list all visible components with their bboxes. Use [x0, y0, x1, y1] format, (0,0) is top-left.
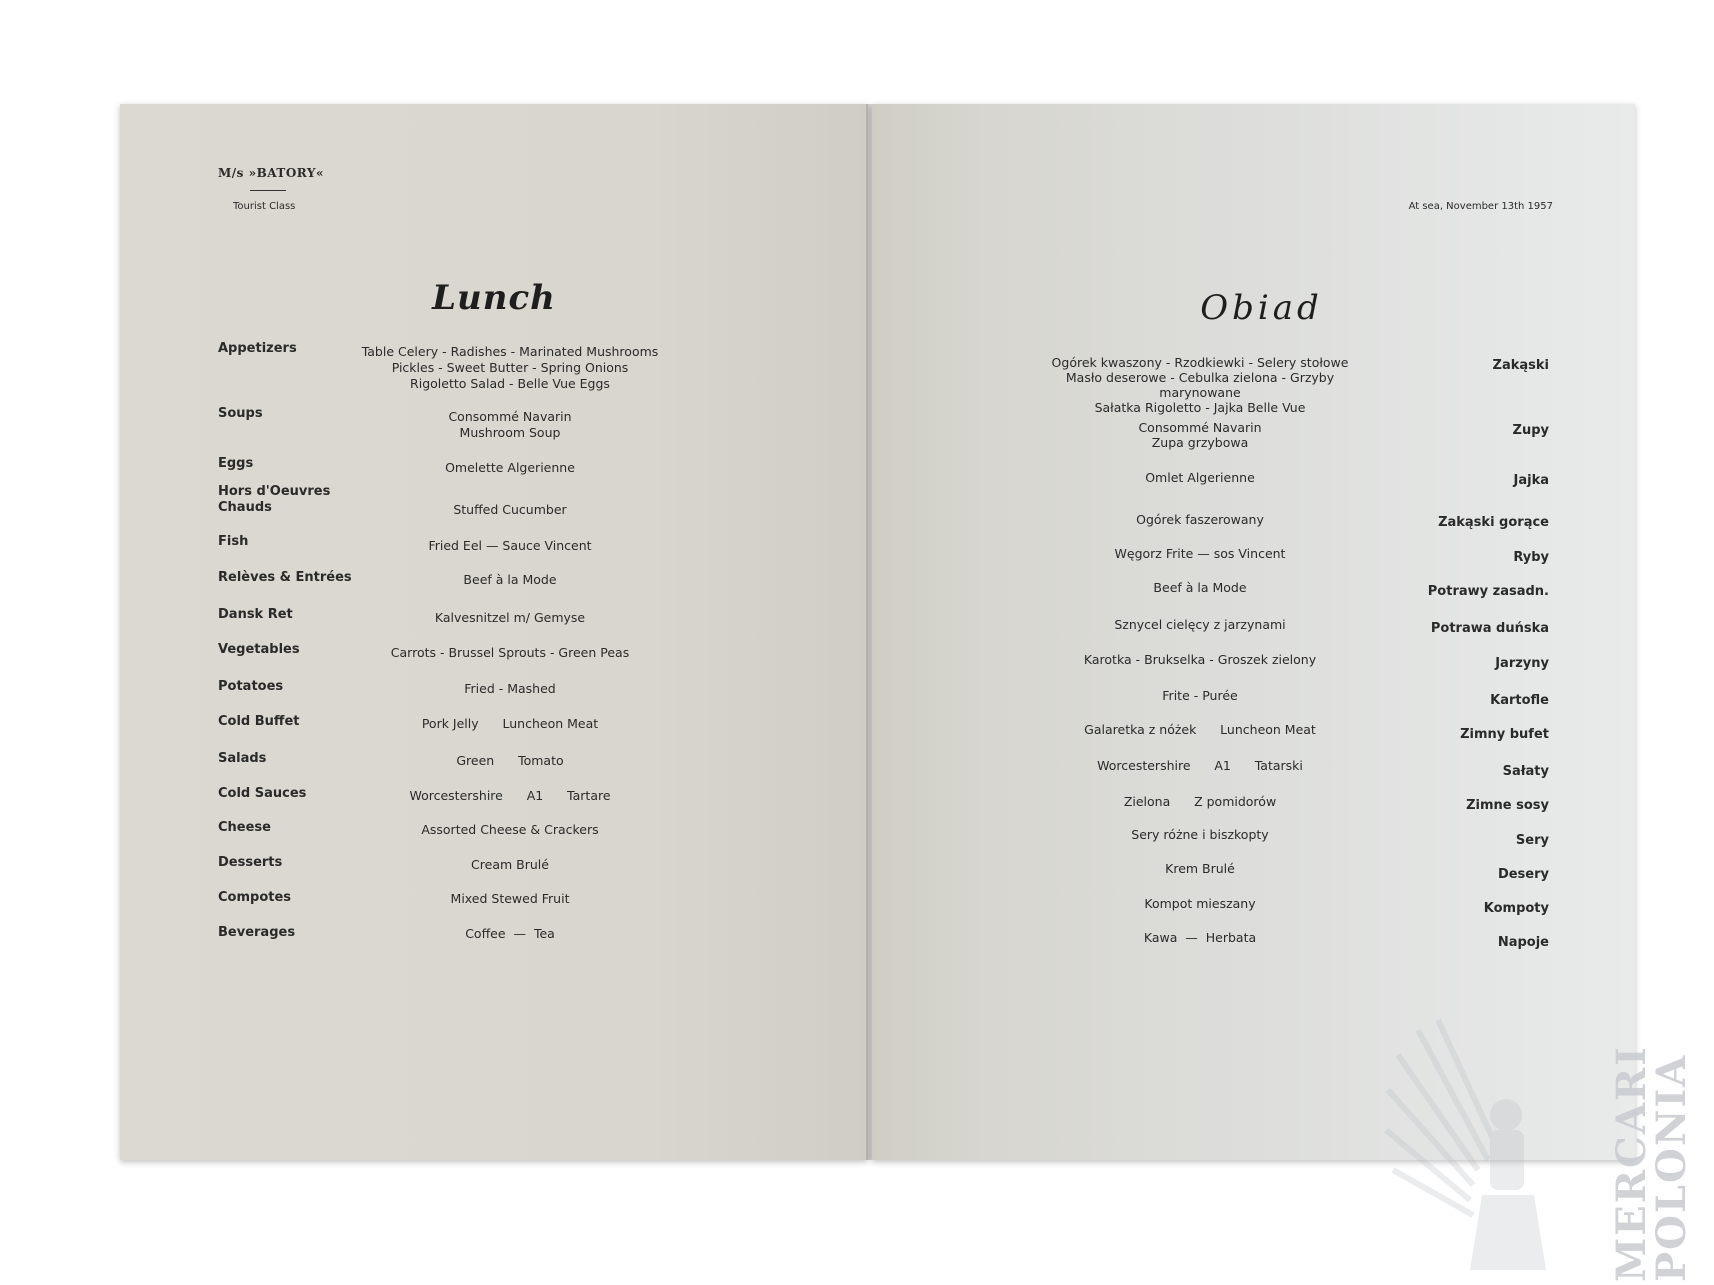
menu-category-pl: Sałaty: [1502, 764, 1549, 779]
menu-dish-pl: Frite - Purée: [1162, 688, 1238, 703]
menu-dish-en: Pork Jelly Luncheon Meat: [421, 716, 599, 731]
menu-category-en: Dansk Ret: [218, 607, 293, 622]
menu-left-page: [120, 104, 868, 1160]
menu-dish-en: Beef à la Mode: [463, 572, 557, 587]
menu-dish-en: Table Celery - Radishes - Marinated Mushrooms Pickles - Sweet Butter - Spring Onions Rigoletto Salad - Belle Vue Eggs: [361, 344, 659, 391]
menu-dish-pl: Kompot mieszany: [1144, 896, 1256, 911]
menu-dish-en: Stuffed Cucumber: [453, 502, 567, 517]
menu-category-pl: Kompoty: [1483, 901, 1549, 916]
menu-category-en: Soups: [218, 406, 263, 421]
menu-category-en: Cold Sauces: [218, 786, 307, 801]
menu-dish-en: Kalvesnitzel m/ Gemyse: [434, 610, 586, 625]
menu-dish-pl: Węgorz Frite — sos Vincent: [1114, 546, 1286, 561]
menu-dish-pl: Ogórek faszerowany: [1136, 512, 1264, 527]
menu-dish-pl: Sery różne i biszkopty: [1131, 827, 1269, 842]
menu-dish-en: Consommé Navarin Mushroom Soup: [448, 409, 572, 440]
menu-category-pl: Kartofle: [1490, 693, 1549, 708]
menu-dish-pl: Kawa — Herbata: [1143, 930, 1257, 945]
menu-title-polish: Obiad: [1200, 288, 1323, 328]
menu-dish-pl: Ogórek kwaszony - Rzodkiewki - Selery stołowe Masło deserowe - Cebulka zielona - Grzyby marynowane Sałatka Rigoletto - Jajka Belle Vue: [1051, 355, 1349, 415]
divider: [250, 190, 286, 191]
menu-category-pl: Sery: [1515, 833, 1549, 848]
menu-dish-en: Green Tomato: [456, 753, 564, 768]
menu-category-en: Desserts: [218, 855, 283, 870]
menu-dish-en: Carrots - Brussel Sprouts - Green Peas: [390, 645, 630, 660]
menu-dish-pl: Zielona Z pomidorów: [1123, 794, 1277, 809]
menu-category-en: Salads: [218, 751, 267, 766]
menu-category-en: Compotes: [218, 890, 292, 905]
menu-dish-en: Fried - Mashed: [464, 681, 556, 696]
menu-category-pl: Potrawa duńska: [1430, 621, 1549, 636]
menu-title-english: Lunch: [432, 278, 556, 318]
menu-category-en: Vegetables: [218, 642, 300, 657]
menu-dish-en: Mixed Stewed Fruit: [450, 891, 570, 906]
menu-category-en: Appetizers: [218, 341, 297, 356]
menu-category-en: Potatoes: [218, 679, 284, 694]
menu-category-en: Fish: [218, 534, 249, 549]
class-label: Tourist Class: [233, 201, 296, 212]
menu-dish-pl: Galaretka z nóżek Luncheon Meat: [1084, 722, 1316, 737]
menu-category-pl: Zakąski: [1492, 358, 1549, 373]
menu-dish-en: Worcestershire A1 Tartare: [409, 788, 611, 803]
ship-name: M/s »BATORY«: [218, 166, 324, 180]
menu-category-pl: Jajka: [1513, 473, 1549, 488]
menu-dish-pl: Worcestershire A1 Tatarski: [1097, 758, 1303, 773]
menu-category-en: Eggs: [218, 456, 254, 471]
menu-dish-pl: Sznycel cielęcy z jarzynami: [1114, 617, 1286, 632]
menu-dish-pl: Consommé Navarin Zupa grzybowa: [1138, 420, 1262, 450]
menu-category-pl: Zakąski gorące: [1438, 515, 1549, 530]
menu-dish-en: Coffee — Tea: [465, 926, 555, 941]
menu-category-pl: Ryby: [1513, 550, 1549, 565]
menu-dish-en: Omelette Algerienne: [445, 460, 575, 475]
menu-category-pl: Desery: [1497, 867, 1549, 882]
menu-dish-en: Fried Eel — Sauce Vincent: [428, 538, 592, 553]
menu-category-pl: Zupy: [1512, 423, 1549, 438]
menu-dish-pl: Beef à la Mode: [1153, 580, 1247, 595]
menu-spread: [120, 104, 1635, 1160]
menu-category-en: Cold Buffet: [218, 714, 300, 729]
menu-category-en: Cheese: [218, 820, 271, 835]
watermark-text: MERCARI POLONIA: [1608, 1045, 1695, 1282]
menu-category-pl: Napoje: [1497, 935, 1549, 950]
menu-category-pl: Jarzyny: [1495, 656, 1549, 671]
menu-category-en: Relèves & Entrées: [218, 570, 352, 585]
menu-category-pl: Potrawy zasadn.: [1427, 584, 1549, 599]
menu-dish-en: Assorted Cheese & Crackers: [421, 822, 599, 837]
menu-category-en: Beverages: [218, 925, 296, 940]
menu-dish-en: Cream Brulé: [471, 857, 549, 872]
menu-category-pl: Zimny bufet: [1460, 727, 1549, 742]
menu-category-pl: Zimne sosy: [1466, 798, 1549, 813]
menu-right-page: [872, 104, 1635, 1160]
menu-dish-pl: Krem Brulé: [1165, 861, 1235, 876]
menu-dish-pl: Omlet Algerienne: [1145, 470, 1255, 485]
date-line: At sea, November 13th 1957: [1408, 201, 1553, 212]
menu-category-en: Hors d'Oeuvres Chauds: [218, 484, 331, 515]
menu-dish-pl: Karotka - Brukselka - Groszek zielony: [1083, 652, 1317, 667]
